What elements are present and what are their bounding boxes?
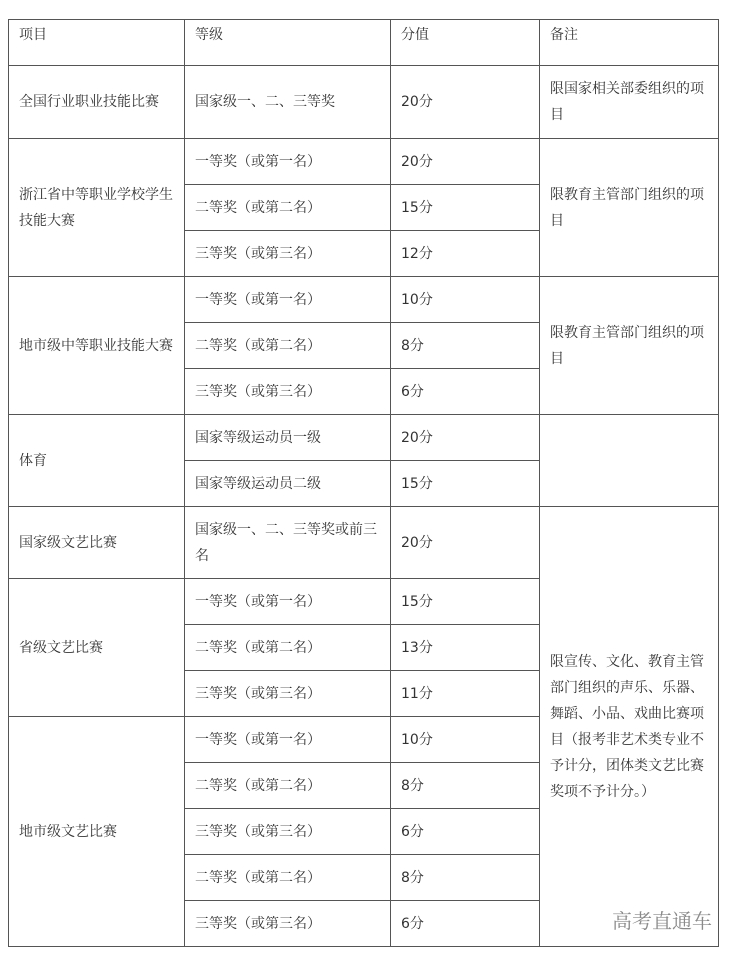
score-cell: 6分	[391, 901, 540, 947]
score-cell: 20分	[391, 66, 540, 139]
score-cell: 13分	[391, 625, 540, 671]
scoring-table	[8, 19, 719, 947]
grade-cell: 国家等级运动员一级	[185, 415, 391, 461]
score-cell: 8分	[391, 763, 540, 809]
item-cell: 地市级中等职业技能大赛	[9, 277, 185, 415]
note-cell: 限教育主管部门组织的项目	[540, 139, 719, 277]
item-cell: 浙江省中等职业学校学生技能大赛	[9, 139, 185, 277]
item-cell: 省级文艺比赛	[9, 579, 185, 717]
table-row	[9, 415, 719, 461]
score-cell: 15分	[391, 461, 540, 507]
score-cell: 12分	[391, 231, 540, 277]
grade-cell: 二等奖（或第二名）	[185, 855, 391, 901]
grade-cell: 三等奖（或第三名）	[185, 809, 391, 855]
grade-cell: 二等奖（或第二名）	[185, 185, 391, 231]
score-cell: 11分	[391, 671, 540, 717]
score-cell: 6分	[391, 809, 540, 855]
grade-cell: 二等奖（或第二名）	[185, 323, 391, 369]
score-cell: 10分	[391, 277, 540, 323]
grade-cell: 三等奖（或第三名）	[185, 671, 391, 717]
score-cell: 8分	[391, 855, 540, 901]
table-row	[9, 139, 719, 185]
grade-cell: 国家等级运动员二级	[185, 461, 391, 507]
header-note: 备注	[540, 20, 719, 66]
grade-cell: 三等奖（或第三名）	[185, 901, 391, 947]
score-cell: 15分	[391, 579, 540, 625]
grade-cell: 一等奖（或第一名）	[185, 579, 391, 625]
header-grade: 等级	[185, 20, 391, 66]
score-cell: 20分	[391, 415, 540, 461]
grade-cell: 国家级一、二、三等奖	[185, 66, 391, 139]
note-cell: 限国家相关部委组织的项目	[540, 66, 719, 139]
note-cell	[540, 415, 719, 507]
note-cell: 限宣传、文化、教育主管部门组织的声乐、乐器、舞蹈、小品、戏曲比赛项目（报考非艺术类专业不予计分，团体类文艺比赛奖项不予计分。）	[540, 507, 719, 947]
score-cell: 20分	[391, 139, 540, 185]
grade-cell: 一等奖（或第一名）	[185, 277, 391, 323]
table-header-row	[9, 20, 719, 66]
item-cell: 国家级文艺比赛	[9, 507, 185, 579]
table-row	[9, 277, 719, 323]
score-cell: 20分	[391, 507, 540, 579]
watermark: 高考直通车	[612, 909, 712, 933]
header-item: 项目	[9, 20, 185, 66]
grade-cell: 三等奖（或第三名）	[185, 231, 391, 277]
grade-cell: 二等奖（或第二名）	[185, 625, 391, 671]
item-cell: 体育	[9, 415, 185, 507]
table-row	[9, 507, 719, 579]
score-cell: 15分	[391, 185, 540, 231]
grade-cell: 一等奖（或第一名）	[185, 139, 391, 185]
header-score: 分值	[391, 20, 540, 66]
grade-cell: 国家级一、二、三等奖或前三名	[185, 507, 391, 579]
note-cell: 限教育主管部门组织的项目	[540, 277, 719, 415]
grade-cell: 一等奖（或第一名）	[185, 717, 391, 763]
score-cell: 6分	[391, 369, 540, 415]
grade-cell: 三等奖（或第三名）	[185, 369, 391, 415]
table-row	[9, 66, 719, 139]
score-cell: 8分	[391, 323, 540, 369]
score-cell: 10分	[391, 717, 540, 763]
item-cell: 全国行业职业技能比赛	[9, 66, 185, 139]
grade-cell: 二等奖（或第二名）	[185, 763, 391, 809]
item-cell: 地市级文艺比赛	[9, 717, 185, 947]
